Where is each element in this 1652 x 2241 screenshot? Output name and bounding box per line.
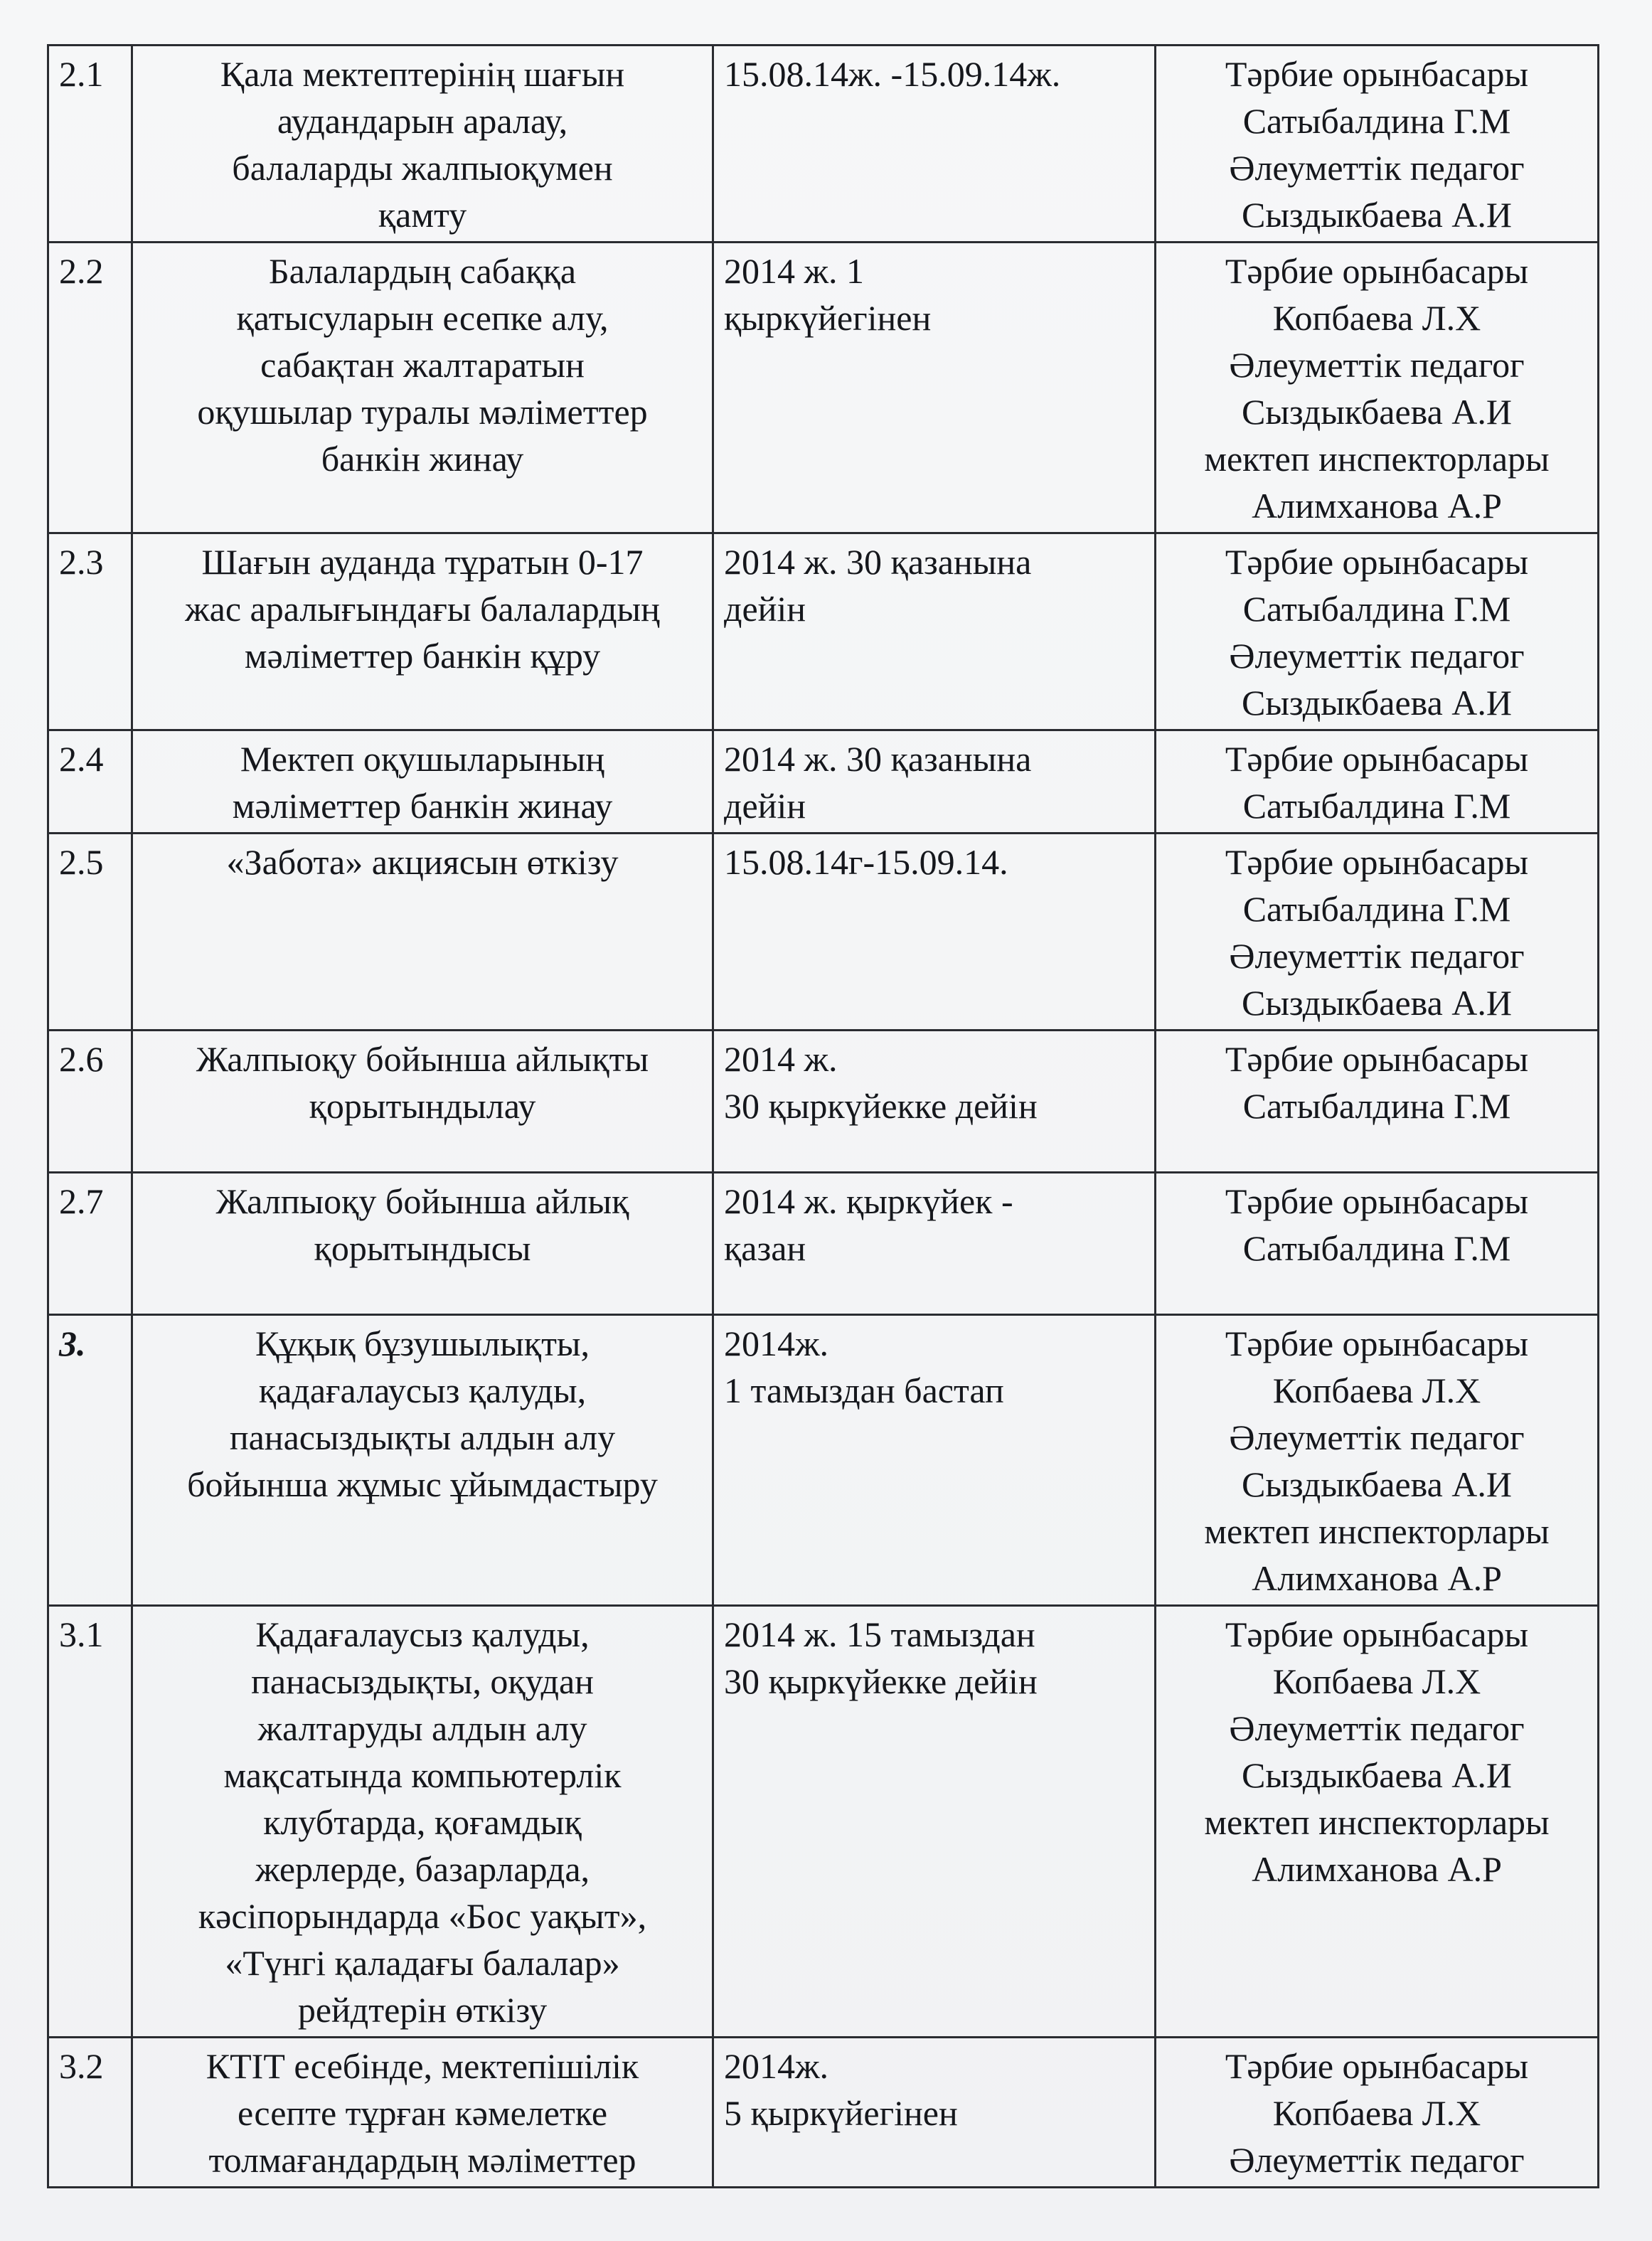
- responsible-cell-line: Тәрбие орынбасары: [1225, 842, 1529, 882]
- activity-cell-line: «Забота» акциясын өткізу: [226, 842, 619, 882]
- responsible-cell: [1156, 1173, 1599, 1315]
- responsible-cell-line: Әлеуметтік педагог: [1229, 345, 1525, 385]
- activity-cell-line: жерлерде, базарларда,: [255, 1849, 590, 1889]
- date-cell-line: 2014 ж. 30 қазанына: [724, 542, 1032, 582]
- activity-cell: [132, 1315, 713, 1606]
- activity-cell-line: жалтаруды алдын алу: [257, 1708, 587, 1748]
- responsible-cell-line: Сыздыкбаева А.И: [1241, 1755, 1513, 1795]
- date-cell: [713, 2038, 1156, 2188]
- responsible-cell-line: Тәрбие орынбасары: [1225, 2046, 1529, 2086]
- activity-cell: [132, 730, 713, 834]
- responsible-cell-line: Сатыбалдина Г.М: [1242, 786, 1511, 826]
- row-number: 3.2: [48, 2038, 132, 2188]
- date-cell: [713, 730, 1156, 834]
- activity-cell-line: мақсатында компьютерлік: [223, 1755, 622, 1795]
- responsible-cell-line: Тәрбие орынбасары: [1225, 542, 1529, 582]
- activity-cell: [132, 243, 713, 533]
- responsible-cell-line: Сатыбалдина Г.М: [1242, 589, 1511, 629]
- date-cell-line: 2014 ж. қыркүйек -: [724, 1181, 1013, 1221]
- responsible-cell: [1156, 1315, 1599, 1606]
- activity-cell-line: рейдтерін өткізу: [297, 1990, 548, 2030]
- table-row: [48, 2038, 1599, 2188]
- responsible-cell: [1156, 46, 1599, 243]
- date-cell-line: дейін: [724, 589, 806, 629]
- date-cell-line: 2014 ж.: [724, 1039, 838, 1079]
- date-cell: [713, 834, 1156, 1031]
- responsible-cell-line: Тәрбие орынбасары: [1225, 1324, 1529, 1363]
- activity-cell-line: балаларды жалпыоқумен: [232, 148, 613, 188]
- activity-cell: [132, 1031, 713, 1173]
- row-number: 2.2: [48, 243, 132, 533]
- responsible-cell: [1156, 533, 1599, 730]
- activity-cell-line: бойынша жұмыс ұйымдастыру: [187, 1464, 658, 1504]
- responsible-cell-line: Әлеуметтік педагог: [1229, 1708, 1525, 1748]
- activity-cell: [132, 46, 713, 243]
- responsible-cell-line: Копбаева Л.Х: [1272, 298, 1481, 338]
- date-cell-line: 15.08.14г-15.09.14.: [724, 842, 1008, 882]
- table-row: [48, 1173, 1599, 1315]
- date-cell-line: 2014ж.: [724, 1324, 829, 1363]
- responsible-cell-line: Тәрбие орынбасары: [1225, 54, 1529, 94]
- activity-cell: [132, 834, 713, 1031]
- row-number: 3.1: [48, 1606, 132, 2038]
- activity-cell-line: аудандарын аралау,: [277, 101, 568, 141]
- responsible-cell-line: Копбаева Л.Х: [1272, 1661, 1481, 1701]
- responsible-cell-line: Тәрбие орынбасары: [1225, 251, 1529, 291]
- date-cell-line: 5 қыркүйегінен: [724, 2093, 958, 2133]
- date-cell: [713, 46, 1156, 243]
- responsible-cell-line: Тәрбие орынбасары: [1225, 1181, 1529, 1221]
- responsible-cell-line: Сыздыкбаева А.И: [1241, 195, 1513, 235]
- date-cell: [713, 1031, 1156, 1173]
- responsible-cell-line: Алимханова А.Р: [1252, 1849, 1502, 1889]
- responsible-cell-line: Сатыбалдина Г.М: [1242, 1228, 1511, 1268]
- activity-cell: [132, 1606, 713, 2038]
- activity-cell-line: панасыздықты, оқудан: [251, 1661, 594, 1701]
- table-row: [48, 243, 1599, 533]
- responsible-cell-line: Сыздыкбаева А.И: [1241, 683, 1513, 723]
- activity-cell-line: Балалардың сабаққа: [268, 251, 577, 291]
- responsible-cell-line: Әлеуметтік педагог: [1229, 636, 1525, 676]
- responsible-cell-line: Сыздыкбаева А.И: [1241, 983, 1513, 1023]
- responsible-cell: [1156, 1606, 1599, 2038]
- row-number: 2.3: [48, 533, 132, 730]
- activity-cell: [132, 533, 713, 730]
- responsible-cell: [1156, 243, 1599, 533]
- date-cell-line: 30 қыркүйекке дейін: [724, 1661, 1038, 1701]
- activity-cell-line: кәсіпорындарда «Бос уақыт»,: [198, 1896, 647, 1936]
- responsible-cell-line: Сатыбалдина Г.М: [1242, 101, 1511, 141]
- responsible-cell-line: Сыздыкбаева А.И: [1241, 392, 1513, 432]
- row-number: 2.4: [48, 730, 132, 834]
- table-row: [48, 1315, 1599, 1606]
- responsible-cell-line: Тәрбие орынбасары: [1225, 1039, 1529, 1079]
- date-cell-line: дейін: [724, 786, 806, 826]
- responsible-cell-line: Сатыбалдина Г.М: [1242, 889, 1511, 929]
- date-cell: [713, 1173, 1156, 1315]
- date-cell-line: 2014ж.: [724, 2046, 829, 2086]
- activity-cell-line: «Түнгі қаладағы балалар»: [225, 1943, 620, 1983]
- plan-table: [47, 44, 1599, 2188]
- activity-cell-line: Мектеп оқушыларының: [240, 739, 605, 779]
- date-cell-line: 15.08.14ж. -15.09.14ж.: [724, 54, 1061, 94]
- activity-cell-line: Шағын ауданда тұратын 0-17: [201, 542, 644, 582]
- responsible-cell-line: Әлеуметтік педагог: [1229, 2140, 1525, 2180]
- responsible-cell-line: мектеп инспекторлары: [1204, 1802, 1550, 1842]
- activity-cell-line: оқушылар туралы мәліметтер: [197, 392, 648, 432]
- date-cell-line: 2014 ж. 30 қазанына: [724, 739, 1032, 779]
- activity-cell: [132, 2038, 713, 2188]
- date-cell: [713, 243, 1156, 533]
- activity-cell-line: жас аралығындағы балалардың: [185, 589, 660, 629]
- responsible-cell: [1156, 834, 1599, 1031]
- activity-cell-line: толмағандардың мәліметтер: [208, 2140, 636, 2180]
- responsible-cell-line: Сатыбалдина Г.М: [1242, 1086, 1511, 1126]
- row-number: 2.6: [48, 1031, 132, 1173]
- date-cell-line: қыркүйегінен: [724, 298, 932, 338]
- date-cell-line: 2014 ж. 15 тамыздан: [724, 1614, 1035, 1654]
- responsible-cell-line: Копбаева Л.Х: [1272, 2093, 1481, 2133]
- activity-cell-line: панасыздықты алдын алу: [229, 1417, 616, 1457]
- row-number: 2.5: [48, 834, 132, 1031]
- activity-cell-line: Жалпыоқу бойынша айлықты: [196, 1039, 649, 1079]
- date-cell-line: қазан: [724, 1228, 806, 1268]
- date-cell-line: 30 қыркүйекке дейін: [724, 1086, 1038, 1126]
- table-row: [48, 834, 1599, 1031]
- activity-cell-line: Құқық бұзушылықты,: [255, 1324, 590, 1363]
- date-cell-line: 1 тамыздан бастап: [724, 1370, 1004, 1410]
- activity-cell-line: мәліметтер банкін құру: [244, 636, 601, 676]
- responsible-cell-line: Тәрбие орынбасары: [1225, 739, 1529, 779]
- responsible-cell-line: Алимханова А.Р: [1252, 486, 1502, 526]
- activity-cell-line: есепте тұрған кәмелетке: [237, 2093, 608, 2133]
- table-row: [48, 1606, 1599, 2038]
- table-row: [48, 730, 1599, 834]
- row-number: 3.: [48, 1315, 132, 1606]
- activity-cell-line: КТІТ есебінде, мектепішілік: [206, 2046, 639, 2086]
- date-cell: [713, 1315, 1156, 1606]
- responsible-cell-line: Алимханова А.Р: [1252, 1558, 1502, 1598]
- activity-cell-line: клубтарда, қоғамдық: [263, 1802, 582, 1842]
- table-row: [48, 46, 1599, 243]
- row-number: 2.7: [48, 1173, 132, 1315]
- date-cell: [713, 533, 1156, 730]
- date-cell: [713, 1606, 1156, 2038]
- activity-cell-line: Жалпыоқу бойынша айлық: [215, 1181, 629, 1221]
- activity-cell-line: банкін жинау: [321, 439, 524, 479]
- responsible-cell-line: Әлеуметтік педагог: [1229, 936, 1525, 976]
- table-row: [48, 1031, 1599, 1173]
- responsible-cell-line: мектеп инспекторлары: [1204, 1511, 1550, 1551]
- responsible-cell-line: Копбаева Л.Х: [1272, 1370, 1481, 1410]
- activity-cell-line: сабақтан жалтаратын: [260, 345, 585, 385]
- responsible-cell: [1156, 730, 1599, 834]
- activity-cell-line: қатысуларын есепке алу,: [236, 298, 609, 338]
- row-number: 2.1: [48, 46, 132, 243]
- activity-cell-line: мәліметтер банкін жинау: [232, 786, 613, 826]
- responsible-cell-line: Сыздыкбаева А.И: [1241, 1464, 1513, 1504]
- activity-cell: [132, 1173, 713, 1315]
- activity-cell-line: қадағалаусыз қалуды,: [258, 1370, 587, 1410]
- activity-cell-line: қамту: [378, 195, 467, 235]
- responsible-cell: [1156, 2038, 1599, 2188]
- plan-table-body: [48, 46, 1599, 2188]
- responsible-cell-line: Әлеуметтік педагог: [1229, 148, 1525, 188]
- activity-cell-line: қорытындысы: [314, 1228, 531, 1268]
- responsible-cell-line: мектеп инспекторлары: [1204, 439, 1550, 479]
- responsible-cell: [1156, 1031, 1599, 1173]
- activity-cell-line: Қала мектептерінің шағын: [220, 54, 625, 94]
- responsible-cell-line: Әлеуметтік педагог: [1229, 1417, 1525, 1457]
- date-cell-line: 2014 ж. 1: [724, 251, 865, 291]
- responsible-cell-line: Тәрбие орынбасары: [1225, 1614, 1529, 1654]
- activity-cell-line: Қадағалаусыз қалуды,: [255, 1614, 590, 1654]
- table-row: [48, 533, 1599, 730]
- activity-cell-line: қорытындылау: [309, 1086, 536, 1126]
